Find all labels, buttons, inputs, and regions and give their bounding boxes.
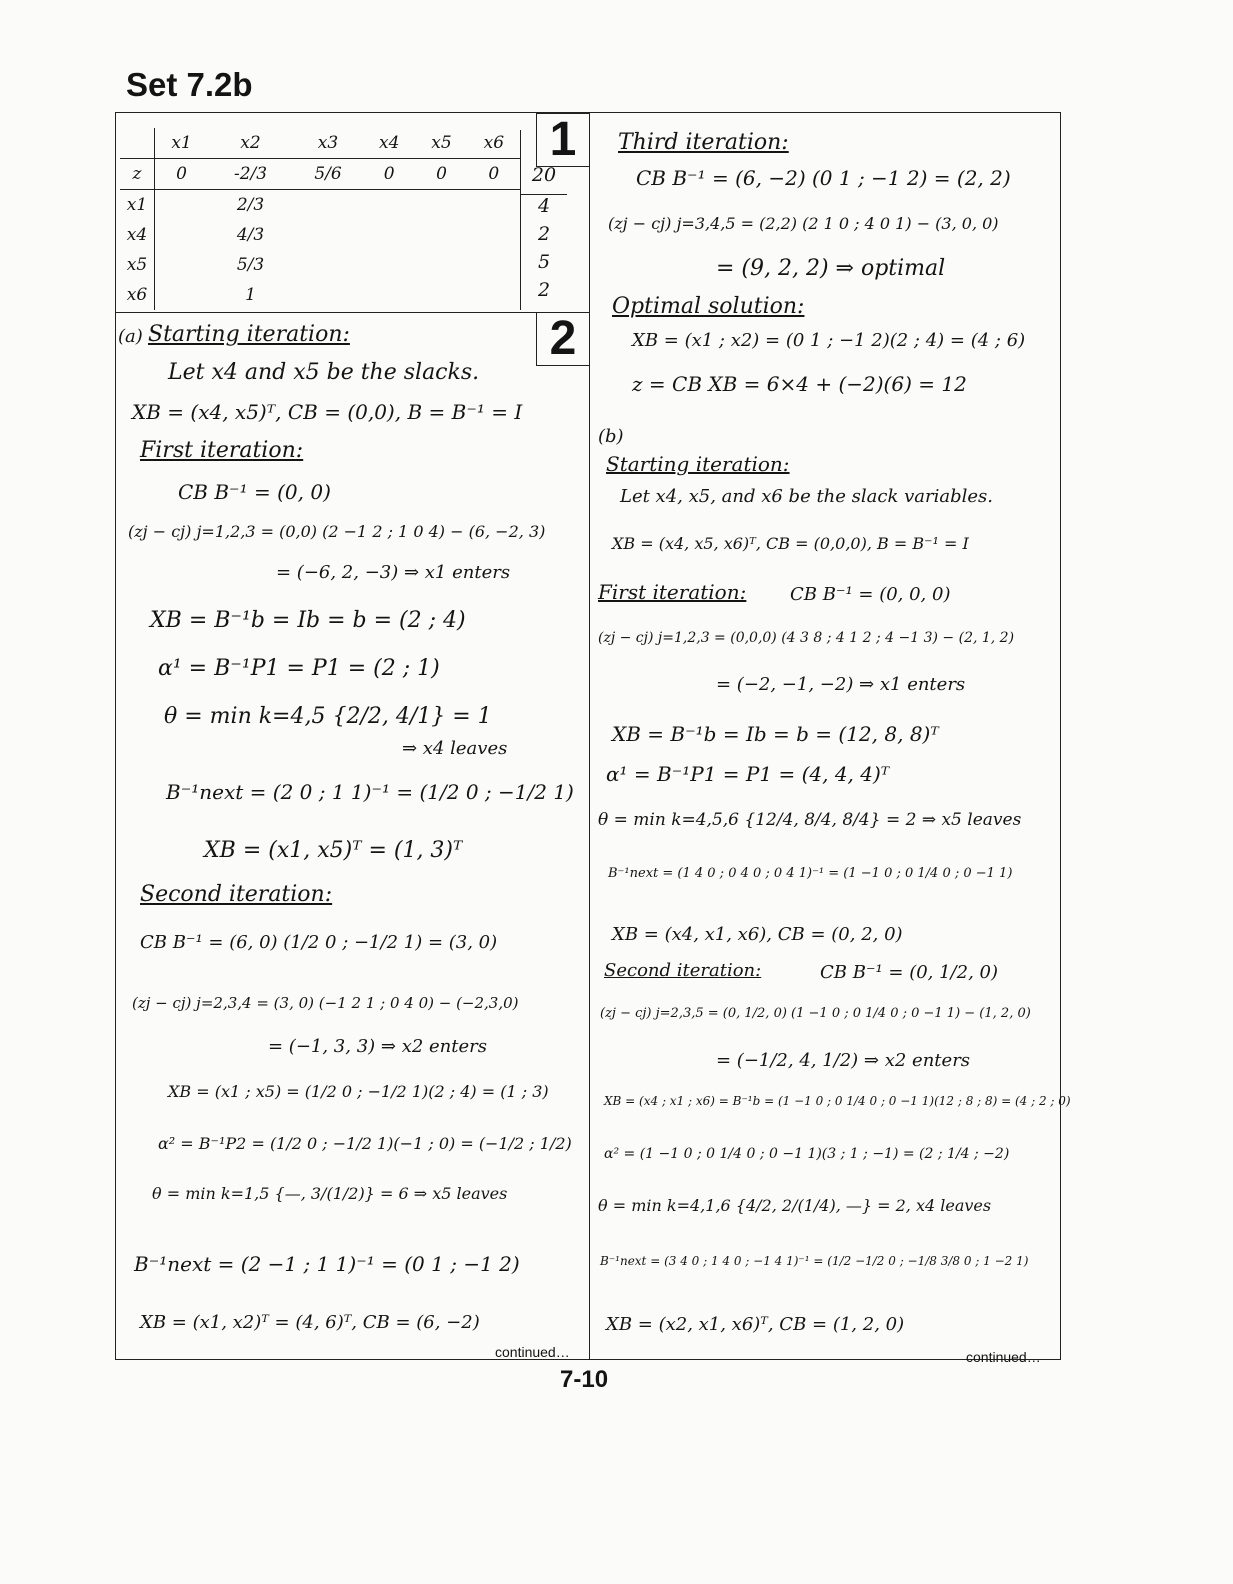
equation-line: = (−6, 2, −3) ⇒ x1 enters <box>276 562 511 583</box>
equation-line: θ = min k=1,5 {—, 3/(1/2)} = 6 ⇒ x5 leaves <box>152 1184 508 1203</box>
equation-line: XB = (x4, x5)ᵀ, CB = (0,0), B = B⁻¹ = I <box>132 400 523 424</box>
equation-line: θ = min k=4,5,6 {12/4, 8/4, 8/4} = 2 ⇒ x5 leaves <box>598 810 1022 830</box>
continued-note: continued… <box>495 1344 570 1360</box>
rhs-cell: 20 <box>521 164 567 195</box>
simplex-tableau <box>120 128 520 310</box>
col-header: x3 <box>293 128 363 159</box>
optimal-solution-heading: Optimal solution: <box>612 294 805 319</box>
row-cell: 5/3 <box>236 255 265 275</box>
rhs-column <box>520 130 567 310</box>
equation-line: XB = B⁻¹b = Ib = b = (12, 8, 8)ᵀ <box>612 722 939 746</box>
equation-line: XB = (x2, x1, x6)ᵀ, CB = (1, 2, 0) <box>606 1314 905 1335</box>
equation-line: CB B⁻¹ = (0, 0, 0) <box>790 584 951 605</box>
part-b-label: (b) <box>598 426 624 447</box>
equation-line: CB B⁻¹ = (6, −2) (0 1 ; −1 2) = (2, 2) <box>636 166 1011 190</box>
z-cell: 5/6 <box>293 159 363 190</box>
row-cell: 1 <box>245 285 256 305</box>
rhs-cell: 4 <box>537 195 551 217</box>
col-header: x1 <box>155 128 209 159</box>
equation-line: XB = (x4, x5, x6)ᵀ, CB = (0,0,0), B = B⁻¹ = I <box>612 534 969 553</box>
equation-line: (zj − cj) j=1,2,3 = (0,0,0) (4 3 8 ; 4 1 2 ; 4 −1 3) − (2, 1, 2) <box>598 630 1015 646</box>
row-label: x1 <box>120 190 155 221</box>
equation-line: B⁻¹next = (2 −1 ; 1 1)⁻¹ = (0 1 ; −1 2) <box>134 1252 520 1276</box>
continued-note: continued… <box>966 1349 1041 1365</box>
equation-line: XB = (x1, x2)ᵀ = (4, 6)ᵀ, CB = (6, −2) <box>140 1312 480 1333</box>
equation-line: (zj − cj) j=3,4,5 = (2,2) (2 1 0 ; 4 0 1) − (3, 0, 0) <box>608 214 999 233</box>
col-header: x4 <box>363 128 415 159</box>
row-label: x5 <box>120 250 155 280</box>
equation-line: = (−1/2, 4, 1/2) ⇒ x2 enters <box>716 1050 971 1071</box>
equation-line: z = CB XB = 6×4 + (−2)(6) = 12 <box>632 372 967 396</box>
equation-line: CB B⁻¹ = (0, 1/2, 0) <box>820 962 998 983</box>
equation-line: (zj − cj) j=1,2,3 = (0,0) (2 −1 2 ; 1 0 4) − (6, −2, 3) <box>128 522 546 541</box>
part-a-label: (a) <box>118 326 143 347</box>
z-cell: -2/3 <box>208 159 293 190</box>
rhs-cell: 5 <box>537 251 551 273</box>
starting-iteration-heading: Starting iteration: <box>148 322 350 347</box>
z-cell: 0 <box>155 159 209 190</box>
second-iteration-heading: Second iteration: <box>140 882 333 907</box>
first-iteration-heading: First iteration: <box>140 438 304 463</box>
page-number: 7-10 <box>560 1366 609 1393</box>
first-iteration-heading-b: First iteration: <box>598 580 747 604</box>
col-header: x2 <box>208 128 293 159</box>
equation-line: = (−2, −1, −2) ⇒ x1 enters <box>716 674 966 695</box>
equation-line: α¹ = B⁻¹P1 = P1 = (2 ; 1) <box>158 656 440 681</box>
column-divider <box>589 112 590 1360</box>
col-header: x6 <box>468 128 520 159</box>
equation-line: XB = (x1, x5)ᵀ = (1, 3)ᵀ <box>204 838 463 863</box>
row-cell: 2/3 <box>236 195 265 215</box>
equation-line: α² = B⁻¹P2 = (1/2 0 ; −1/2 1)(−1 ; 0) = (−1/2 ; 1/2) <box>158 1134 572 1153</box>
z-cell: 0 <box>363 159 415 190</box>
row-label: x4 <box>120 220 155 250</box>
z-row-label: z <box>120 159 155 190</box>
equation-line: θ = min k=4,5 {2/2, 4/1} = 1 <box>164 704 492 729</box>
row-label: x6 <box>120 280 155 310</box>
equation-line: (zj − cj) j=2,3,5 = (0, 1/2, 0) (1 −1 0 ; 0 1/4 0 ; 0 −1 1) − (1, 2, 0) <box>600 1006 1031 1021</box>
text-line: Let x4 and x5 be the slacks. <box>168 360 480 385</box>
equation-line: B⁻¹next = (2 0 ; 1 1)⁻¹ = (1/2 0 ; −1/2 1) <box>166 780 574 804</box>
equation-line: CB B⁻¹ = (6, 0) (1/2 0 ; −1/2 1) = (3, 0) <box>140 932 498 953</box>
equation-line: (zj − cj) j=2,3,4 = (3, 0) (−1 2 1 ; 0 4 0) − (−2,3,0) <box>132 994 519 1012</box>
col-header: x5 <box>415 128 467 159</box>
equation-line: B⁻¹next = (3 4 0 ; 1 4 0 ; −1 4 1)⁻¹ = (1/2 −1/2 0 ; −1/8 3/8 0 ; 1 −2 1) <box>600 1254 1029 1268</box>
equation-line: XB = (x4 ; x1 ; x6) = B⁻¹b = (1 −1 0 ; 0 1/4 0 ; 0 −1 1)(12 ; 8 ; 8) = (4 ; 2 ; 0) <box>604 1094 1071 1108</box>
rhs-cell: 2 <box>537 223 551 245</box>
second-iteration-heading-b: Second iteration: <box>604 960 762 981</box>
row-cell: 4/3 <box>236 225 265 245</box>
equation-line: α² = (1 −1 0 ; 0 1/4 0 ; 0 −1 1)(3 ; 1 ; −1) = (2 ; 1/4 ; −2) <box>604 1146 1010 1162</box>
equation-line: θ = min k=4,1,6 {4/2, 2/(1/4), —} = 2, x4 leaves <box>598 1196 992 1215</box>
section-box-2: 2 <box>536 312 590 366</box>
table-bottom-rule <box>115 312 589 313</box>
section-box-1: 1 <box>536 113 590 167</box>
equation-line: XB = (x1 ; x5) = (1/2 0 ; −1/2 1)(2 ; 4) = (1 ; 3) <box>168 1082 549 1101</box>
equation-line: XB = B⁻¹b = Ib = b = (2 ; 4) <box>150 608 466 633</box>
equation-line: XB = (x1 ; x2) = (0 1 ; −1 2)(2 ; 4) = (4 ; 6) <box>632 330 1026 351</box>
z-cell: 0 <box>415 159 467 190</box>
equation-line: α¹ = B⁻¹P1 = P1 = (4, 4, 4)ᵀ <box>606 762 890 786</box>
equation-line: = (9, 2, 2) ⇒ optimal <box>716 256 946 281</box>
page-title: Set 7.2b <box>126 66 253 103</box>
equation-line: ⇒ x4 leaves <box>402 738 508 759</box>
third-iteration-heading: Third iteration: <box>618 130 789 155</box>
rhs-cell: 2 <box>537 279 551 301</box>
equation-line: B⁻¹next = (1 4 0 ; 0 4 0 ; 0 4 1)⁻¹ = (1 −1 0 ; 0 1/4 0 ; 0 −1 1) <box>608 866 1013 881</box>
equation-line: CB B⁻¹ = (0, 0) <box>178 480 331 504</box>
equation-line: = (−1, 3, 3) ⇒ x2 enters <box>268 1036 487 1057</box>
text-line: Let x4, x5, and x6 be the slack variables. <box>620 486 993 507</box>
z-cell: 0 <box>468 159 520 190</box>
equation-line: XB = (x4, x1, x6), CB = (0, 2, 0) <box>612 924 903 945</box>
starting-iteration-heading-b: Starting iteration: <box>606 452 790 476</box>
